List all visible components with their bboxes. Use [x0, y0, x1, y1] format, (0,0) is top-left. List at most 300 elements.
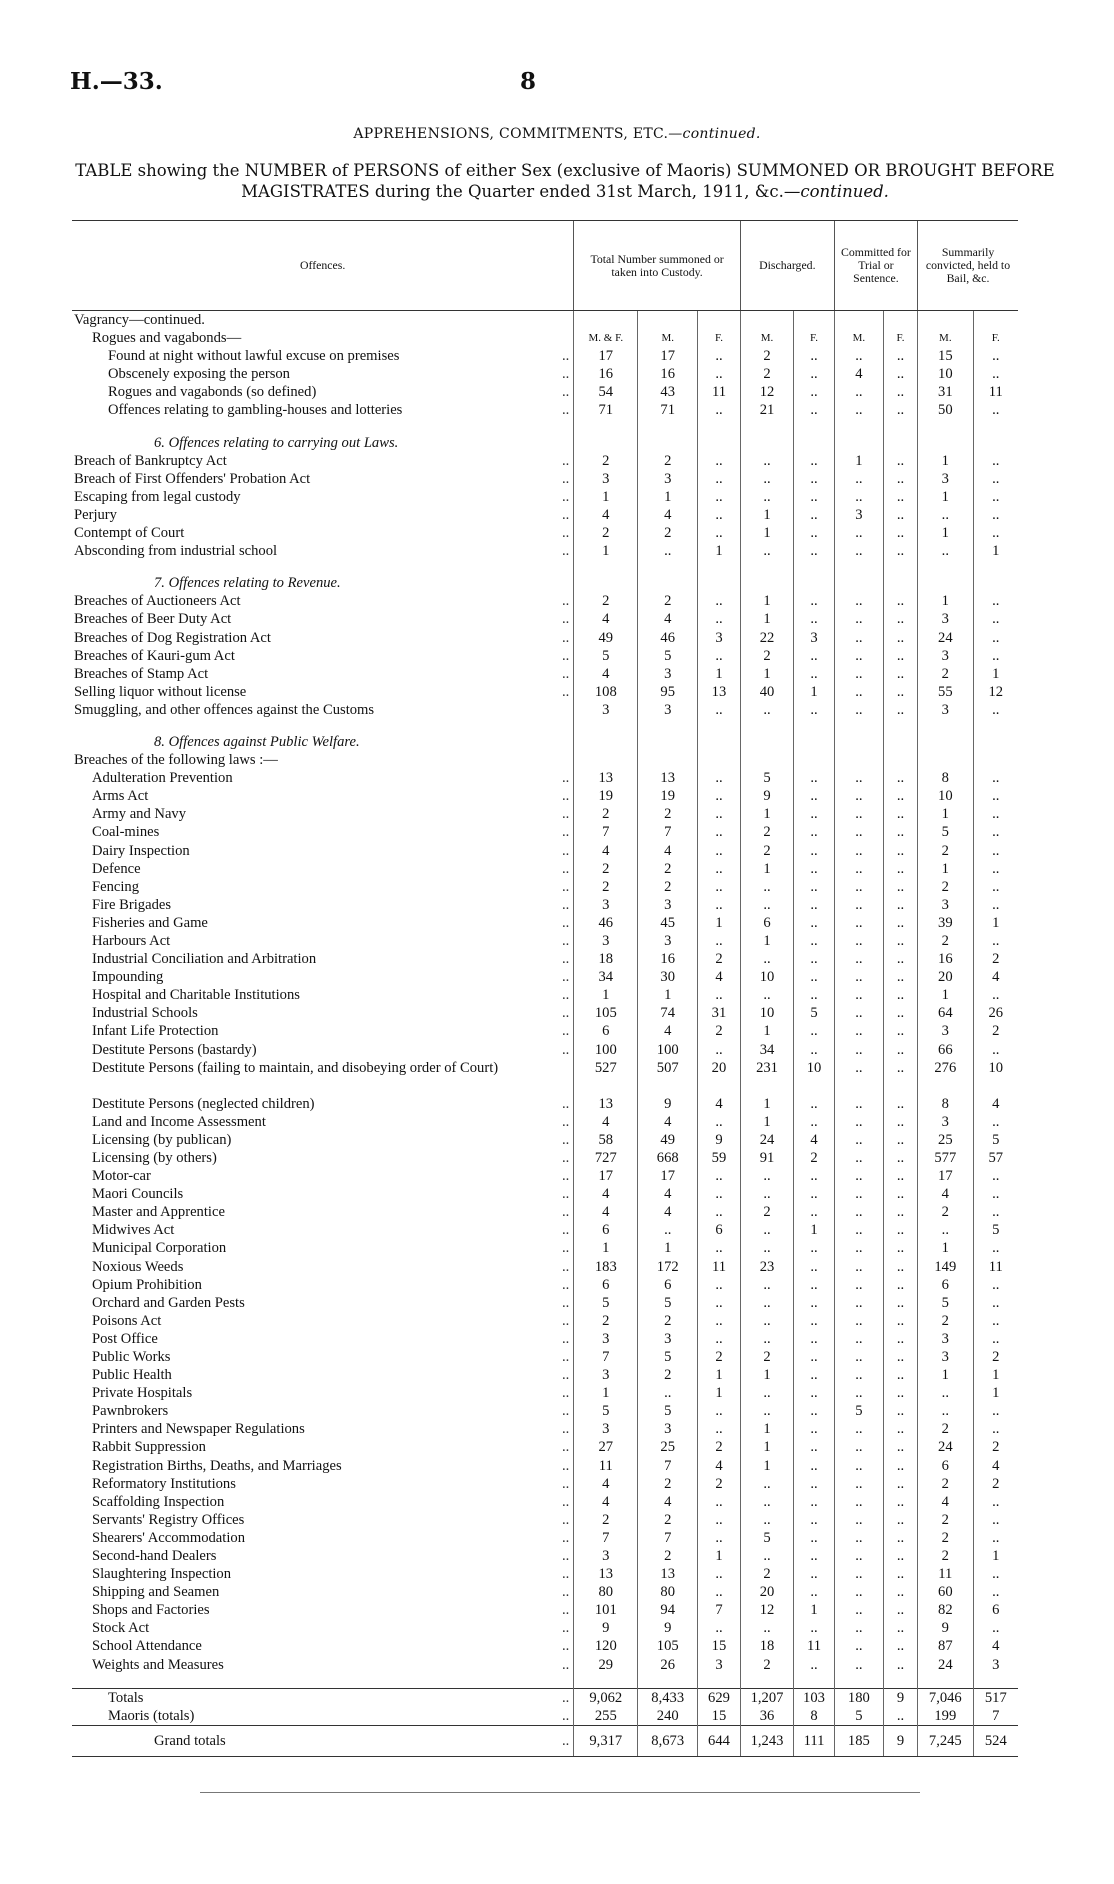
cell-committed-f: .. — [883, 470, 917, 488]
cell-discharged-m: .. — [740, 1619, 793, 1637]
spacer-row — [72, 560, 1018, 574]
cell-summarily-f: 6 — [973, 1601, 1018, 1619]
cell-discharged-m: .. — [740, 701, 793, 719]
offence-label — [72, 1366, 574, 1384]
leader-dots: .. — [561, 1732, 570, 1749]
cell-total-f: 3 — [698, 629, 741, 647]
leader-dots: .. — [561, 683, 570, 700]
cell-committed-f: .. — [883, 1529, 917, 1547]
offence-label — [72, 1637, 574, 1655]
cell-total-m: 4 — [638, 1022, 698, 1040]
leader-dots: .. — [561, 1529, 570, 1546]
cell-committed-m: .. — [834, 524, 883, 542]
cell-discharged-f: .. — [794, 1113, 835, 1131]
cell-total-f: .. — [698, 823, 741, 841]
cell-total-f: 2 — [698, 1438, 741, 1456]
cell-total-mf: 4 — [574, 1475, 638, 1493]
cell-summarily-m: 2 — [918, 932, 974, 950]
cell-total-mf: 3 — [574, 470, 638, 488]
cell-summarily-m: 3 — [918, 1330, 974, 1348]
leader-dots: .. — [561, 1403, 570, 1420]
cell-total-m: 71 — [638, 401, 698, 419]
cell-summarily-f: 1 — [973, 542, 1018, 560]
cell-committed-m: .. — [834, 1312, 883, 1330]
cell-total-m — [638, 434, 698, 452]
cell-summarily-m — [918, 434, 974, 452]
cell-summarily-f: .. — [973, 488, 1018, 506]
cell-total-f — [698, 311, 741, 330]
table-row — [72, 401, 1018, 419]
label-text: Escaping from legal custody — [74, 488, 241, 505]
label-text: Breaches of Stamp Act — [74, 665, 209, 682]
spacer-cell — [973, 719, 1018, 733]
table-row — [72, 1707, 1018, 1726]
label-text: Motor-car — [92, 1168, 151, 1185]
cell-total-f: 4 — [698, 1095, 741, 1113]
cell-discharged-f: .. — [794, 1583, 835, 1601]
cell-total-mf: 105 — [574, 1004, 638, 1022]
cell-discharged-f: .. — [794, 610, 835, 628]
leader-dots: .. — [561, 896, 570, 913]
cell-discharged-f: .. — [794, 1239, 835, 1257]
cell-summarily-f: .. — [973, 1565, 1018, 1583]
caption-text: TABLE showing the NUMBER of PERSONS of either Sex (exclusive of Maoris) SUMMONED OR BROUGHT BEFORE MAGISTRATES during the Quarter ended 31st March, 1911, &c. — [75, 161, 1055, 201]
cell-total-f: 1 — [698, 1384, 741, 1402]
cell-total-mf: 29 — [574, 1656, 638, 1674]
cell-summarily-m: 2 — [918, 665, 974, 683]
table-row — [72, 542, 1018, 560]
cell-summarily-m: 24 — [918, 629, 974, 647]
cell-discharged-m: 2 — [740, 647, 793, 665]
cell-discharged-m: M. — [740, 329, 793, 347]
offence-label — [72, 701, 574, 719]
table-row — [72, 1475, 1018, 1493]
cell-total-f: 644 — [698, 1725, 741, 1756]
cell-total-mf: 3 — [574, 896, 638, 914]
cell-total-f: 4 — [698, 968, 741, 986]
cell-committed-m: 5 — [834, 1707, 883, 1726]
cell-total-mf: 2 — [574, 860, 638, 878]
cell-summarily-f: 2 — [973, 1475, 1018, 1493]
cell-total-m: 8,433 — [638, 1688, 698, 1707]
label-text: Slaughtering Inspection — [92, 1566, 232, 1583]
offence-label — [72, 1312, 574, 1330]
cell-discharged-m: 34 — [740, 1041, 793, 1059]
offence-label — [72, 365, 574, 383]
leader-dots: .. — [561, 1041, 570, 1058]
cell-discharged-f: .. — [794, 896, 835, 914]
cell-total-mf: 527 — [574, 1059, 638, 1095]
cell-discharged-m — [740, 311, 793, 330]
cell-discharged-m: .. — [740, 1493, 793, 1511]
leader-dots: .. — [561, 1584, 570, 1601]
cell-committed-f: .. — [883, 1258, 917, 1276]
label-text: Fisheries and Game — [92, 914, 208, 931]
cell-committed-m: .. — [834, 860, 883, 878]
leader-dots: .. — [561, 806, 570, 823]
cell-committed-f: .. — [883, 1637, 917, 1655]
cell-total-m: 2 — [638, 1547, 698, 1565]
cell-committed-f: .. — [883, 1511, 917, 1529]
cell-summarily-m: 66 — [918, 1041, 974, 1059]
cell-summarily-f — [973, 311, 1018, 330]
cell-total-f: 1 — [698, 914, 741, 932]
spacer-cell — [834, 560, 883, 574]
leader-dots: .. — [561, 788, 570, 805]
cell-total-m: 1 — [638, 986, 698, 1004]
spacer-cell — [918, 560, 974, 574]
cell-discharged-m: 12 — [740, 383, 793, 401]
leader-dots: .. — [561, 1511, 570, 1528]
cell-summarily-m: 1 — [918, 524, 974, 542]
cell-summarily-f: .. — [973, 842, 1018, 860]
cell-summarily-f: 524 — [973, 1725, 1018, 1756]
cell-summarily-m — [918, 574, 974, 592]
offence-label — [72, 683, 574, 701]
cell-committed-f: .. — [883, 968, 917, 986]
spacer-cell — [973, 560, 1018, 574]
cell-total-f: 2 — [698, 1348, 741, 1366]
cell-committed-m: .. — [834, 1384, 883, 1402]
label-text: Licensing (by publican) — [92, 1131, 232, 1148]
label-text: Impounding — [92, 969, 164, 986]
cell-discharged-m: 1 — [740, 805, 793, 823]
leader-dots: .. — [561, 1367, 570, 1384]
spacer-cell — [794, 420, 835, 434]
cell-discharged-f: .. — [794, 950, 835, 968]
cell-committed-m: .. — [834, 950, 883, 968]
spacer-cell — [638, 719, 698, 733]
cell-total-f: .. — [698, 1239, 741, 1257]
cell-discharged-m: .. — [740, 470, 793, 488]
cell-total-f: .. — [698, 1276, 741, 1294]
cell-discharged-m: 1 — [740, 524, 793, 542]
label-text: Grand totals — [154, 1732, 226, 1749]
cell-total-m: 80 — [638, 1583, 698, 1601]
cell-committed-f: .. — [883, 860, 917, 878]
cell-discharged-f: .. — [794, 542, 835, 560]
cell-committed-m: .. — [834, 1457, 883, 1475]
offence-label — [72, 1565, 574, 1583]
cell-discharged-m: .. — [740, 1475, 793, 1493]
cell-summarily-f: .. — [973, 1420, 1018, 1438]
cell-discharged-f: 5 — [794, 1004, 835, 1022]
table-row — [72, 347, 1018, 365]
cell-total-m: 3 — [638, 1420, 698, 1438]
cell-committed-f: .. — [883, 383, 917, 401]
cell-total-m: 4 — [638, 506, 698, 524]
cell-summarily-f: .. — [973, 787, 1018, 805]
cell-committed-m: .. — [834, 592, 883, 610]
cell-summarily-m: 6 — [918, 1276, 974, 1294]
cell-summarily-f: 3 — [973, 1656, 1018, 1674]
leader-dots: .. — [561, 1385, 570, 1402]
cell-summarily-m: 10 — [918, 365, 974, 383]
cell-summarily-f: 4 — [973, 968, 1018, 986]
table-row — [72, 1059, 1018, 1095]
table-row — [72, 365, 1018, 383]
cell-summarily-m: 1 — [918, 805, 974, 823]
cell-summarily-m: 2 — [918, 1529, 974, 1547]
table-row — [72, 1493, 1018, 1511]
cell-summarily-f: .. — [973, 610, 1018, 628]
cell-discharged-m: 1 — [740, 1113, 793, 1131]
cell-discharged-m: .. — [740, 1384, 793, 1402]
cell-summarily-m: 2 — [918, 1475, 974, 1493]
spacer-cell — [740, 420, 793, 434]
cell-discharged-f: 103 — [794, 1688, 835, 1707]
cell-total-mf: 3 — [574, 932, 638, 950]
cell-summarily-f: .. — [973, 1239, 1018, 1257]
cell-total-m: 105 — [638, 1637, 698, 1655]
cell-total-mf — [574, 574, 638, 592]
label-text: Maori Councils — [92, 1186, 184, 1203]
cell-committed-m: .. — [834, 383, 883, 401]
cell-summarily-f: .. — [973, 1402, 1018, 1420]
label-text: Hospital and Charitable Institutions — [92, 987, 300, 1004]
cell-total-f: 9 — [698, 1131, 741, 1149]
heading-text: APPREHENSIONS, COMMITMENTS, ETC. — [353, 126, 669, 142]
table-row — [72, 1438, 1018, 1456]
offence-label — [72, 1725, 574, 1756]
cell-discharged-m: 10 — [740, 1004, 793, 1022]
cell-committed-m: .. — [834, 1656, 883, 1674]
cell-committed-f: .. — [883, 1384, 917, 1402]
cell-total-mf: 19 — [574, 787, 638, 805]
table-row — [72, 842, 1018, 860]
table-row — [72, 1511, 1018, 1529]
cell-summarily-m: 2 — [918, 1203, 974, 1221]
cell-summarily-f: .. — [973, 805, 1018, 823]
cell-total-f: .. — [698, 769, 741, 787]
cell-total-mf: 1 — [574, 1384, 638, 1402]
cell-discharged-m: .. — [740, 1185, 793, 1203]
leader-dots: .. — [561, 348, 570, 365]
cell-total-m: 3 — [638, 470, 698, 488]
cell-summarily-m: 10 — [918, 787, 974, 805]
offence-label — [72, 1438, 574, 1456]
cell-discharged-f: .. — [794, 1185, 835, 1203]
cell-total-mf: 34 — [574, 968, 638, 986]
cell-total-m: 46 — [638, 629, 698, 647]
spacer-cell — [883, 560, 917, 574]
cell-summarily-m: 11 — [918, 1565, 974, 1583]
cell-total-mf: 108 — [574, 683, 638, 701]
cell-summarily-f: .. — [973, 506, 1018, 524]
cell-discharged-f: .. — [794, 1619, 835, 1637]
cell-committed-m: .. — [834, 683, 883, 701]
cell-discharged-m: .. — [740, 542, 793, 560]
offence-label — [72, 1022, 574, 1040]
cell-total-m: 26 — [638, 1656, 698, 1674]
table-row — [72, 610, 1018, 628]
cell-summarily-m: 9 — [918, 1619, 974, 1637]
cell-total-mf: 101 — [574, 1601, 638, 1619]
cell-total-mf: 3 — [574, 1547, 638, 1565]
spacer-cell — [883, 1674, 917, 1689]
cell-discharged-m: 2 — [740, 823, 793, 841]
label-text: Midwives Act — [92, 1222, 175, 1239]
cell-total-mf: 4 — [574, 665, 638, 683]
cell-discharged-m: .. — [740, 1511, 793, 1529]
cell-committed-m: 1 — [834, 452, 883, 470]
table-row — [72, 1583, 1018, 1601]
cell-discharged-m: .. — [740, 896, 793, 914]
label-text: Army and Navy — [92, 806, 187, 823]
offence-label — [72, 1493, 574, 1511]
cell-summarily-m: 3 — [918, 470, 974, 488]
spacer-cell — [918, 719, 974, 733]
cell-committed-m: .. — [834, 805, 883, 823]
cell-total-m: 8,673 — [638, 1725, 698, 1756]
cell-committed-f: .. — [883, 1565, 917, 1583]
cell-total-mf — [574, 733, 638, 751]
leader-dots: .. — [561, 629, 570, 646]
cell-total-m: 94 — [638, 1601, 698, 1619]
cell-committed-f: .. — [883, 1239, 917, 1257]
cell-committed-f: .. — [883, 1149, 917, 1167]
offence-label — [72, 506, 574, 524]
cell-discharged-f: .. — [794, 986, 835, 1004]
cell-committed-m: .. — [834, 769, 883, 787]
cell-summarily-f: 1 — [973, 665, 1018, 683]
cell-committed-m: .. — [834, 1004, 883, 1022]
cell-summarily-m: 1 — [918, 860, 974, 878]
cell-total-mf: 80 — [574, 1583, 638, 1601]
cell-committed-f: .. — [883, 1059, 917, 1095]
cell-committed-f: .. — [883, 1221, 917, 1239]
cell-total-mf: 4 — [574, 1113, 638, 1131]
leader-dots: .. — [561, 488, 570, 505]
cell-total-mf: 7 — [574, 1348, 638, 1366]
table-body — [72, 311, 1018, 1757]
cell-summarily-f: .. — [973, 1203, 1018, 1221]
cell-discharged-f: .. — [794, 1366, 835, 1384]
cell-total-mf: 4 — [574, 1185, 638, 1203]
cell-total-mf: 183 — [574, 1258, 638, 1276]
cell-discharged-f: .. — [794, 592, 835, 610]
section-heading-row — [72, 311, 1018, 330]
cell-committed-m: .. — [834, 1619, 883, 1637]
label-text: Destitute Persons (failing to maintain, and disobeying order of Court) — [92, 1059, 499, 1076]
spacer-cell — [72, 420, 574, 434]
cell-committed-m: .. — [834, 1438, 883, 1456]
cell-summarily-f: 7 — [973, 1707, 1018, 1726]
table-row — [72, 968, 1018, 986]
cell-summarily-m: 276 — [918, 1059, 974, 1095]
leader-dots: .. — [561, 933, 570, 949]
offence-label — [72, 592, 574, 610]
cell-discharged-f: .. — [794, 506, 835, 524]
cell-committed-f: .. — [883, 610, 917, 628]
cell-summarily-m: 60 — [918, 1583, 974, 1601]
cell-committed-m: .. — [834, 914, 883, 932]
cell-committed-m: .. — [834, 1149, 883, 1167]
cell-discharged-m: 2 — [740, 365, 793, 383]
cell-total-f: .. — [698, 787, 741, 805]
cell-summarily-f: 4 — [973, 1457, 1018, 1475]
cell-total-mf: 7 — [574, 1529, 638, 1547]
cell-committed-f: .. — [883, 401, 917, 419]
leader-dots: .. — [561, 824, 570, 841]
label-text: Reformatory Institutions — [92, 1475, 236, 1492]
cell-total-f: 4 — [698, 1457, 741, 1475]
offence-label — [72, 1529, 574, 1547]
cell-summarily-m: 2 — [918, 878, 974, 896]
cell-discharged-f: 8 — [794, 1707, 835, 1726]
leader-dots: .. — [561, 1602, 570, 1619]
cell-discharged-m: 1,207 — [740, 1688, 793, 1707]
cell-total-f: F. — [698, 329, 741, 347]
cell-discharged-f: .. — [794, 769, 835, 787]
cell-discharged-m: 1 — [740, 1366, 793, 1384]
cell-discharged-m: 36 — [740, 1707, 793, 1726]
table-row — [72, 1239, 1018, 1257]
offence-label — [72, 1004, 574, 1022]
cell-committed-m: .. — [834, 647, 883, 665]
leader-dots: .. — [561, 842, 570, 859]
cell-committed-m: 3 — [834, 506, 883, 524]
cell-total-f: .. — [698, 365, 741, 383]
table-row — [72, 1384, 1018, 1402]
table-row — [72, 950, 1018, 968]
cell-total-f: 1 — [698, 665, 741, 683]
table-row — [72, 1637, 1018, 1655]
cell-total-m: 100 — [638, 1041, 698, 1059]
cell-discharged-m: 2 — [740, 347, 793, 365]
section-heading-row — [72, 574, 1018, 592]
cell-committed-m: .. — [834, 986, 883, 1004]
cell-discharged-f: .. — [794, 805, 835, 823]
section-label — [72, 434, 574, 452]
cell-total-m: 25 — [638, 1438, 698, 1456]
cell-summarily-f: 2 — [973, 1438, 1018, 1456]
cell-summarily-m — [918, 311, 974, 330]
cell-summarily-m: 25 — [918, 1131, 974, 1149]
cell-total-f: .. — [698, 1167, 741, 1185]
cell-committed-m: .. — [834, 1294, 883, 1312]
cell-total-m: 507 — [638, 1059, 698, 1095]
cell-committed-f: .. — [883, 1041, 917, 1059]
cell-total-m: 7 — [638, 823, 698, 841]
leader-dots: .. — [561, 366, 570, 383]
col-committed: Committed for Trial or Sentence. — [834, 221, 917, 311]
cell-summarily-m: 3 — [918, 610, 974, 628]
table-row — [72, 1420, 1018, 1438]
cell-total-mf: 27 — [574, 1438, 638, 1456]
cell-total-mf: 9 — [574, 1619, 638, 1637]
cell-committed-m: .. — [834, 401, 883, 419]
cell-summarily-f — [973, 574, 1018, 592]
cell-total-mf: 9,062 — [574, 1688, 638, 1707]
cell-discharged-f: .. — [794, 860, 835, 878]
cell-total-mf: 13 — [574, 1095, 638, 1113]
cell-committed-m: .. — [834, 1475, 883, 1493]
cell-total-m: 16 — [638, 365, 698, 383]
cell-total-f: .. — [698, 860, 741, 878]
leader-dots: .. — [561, 1620, 570, 1637]
leader-dots: .. — [561, 1204, 570, 1221]
cell-summarily-f: .. — [973, 1619, 1018, 1637]
spacer-cell — [698, 1674, 741, 1689]
cell-summarily-m: 4 — [918, 1185, 974, 1203]
cell-total-f — [698, 434, 741, 452]
cell-committed-f: .. — [883, 488, 917, 506]
table-row — [72, 769, 1018, 787]
label-text: Post Office — [92, 1330, 158, 1347]
label-text: Arms Act — [92, 788, 149, 805]
cell-summarily-f — [973, 434, 1018, 452]
